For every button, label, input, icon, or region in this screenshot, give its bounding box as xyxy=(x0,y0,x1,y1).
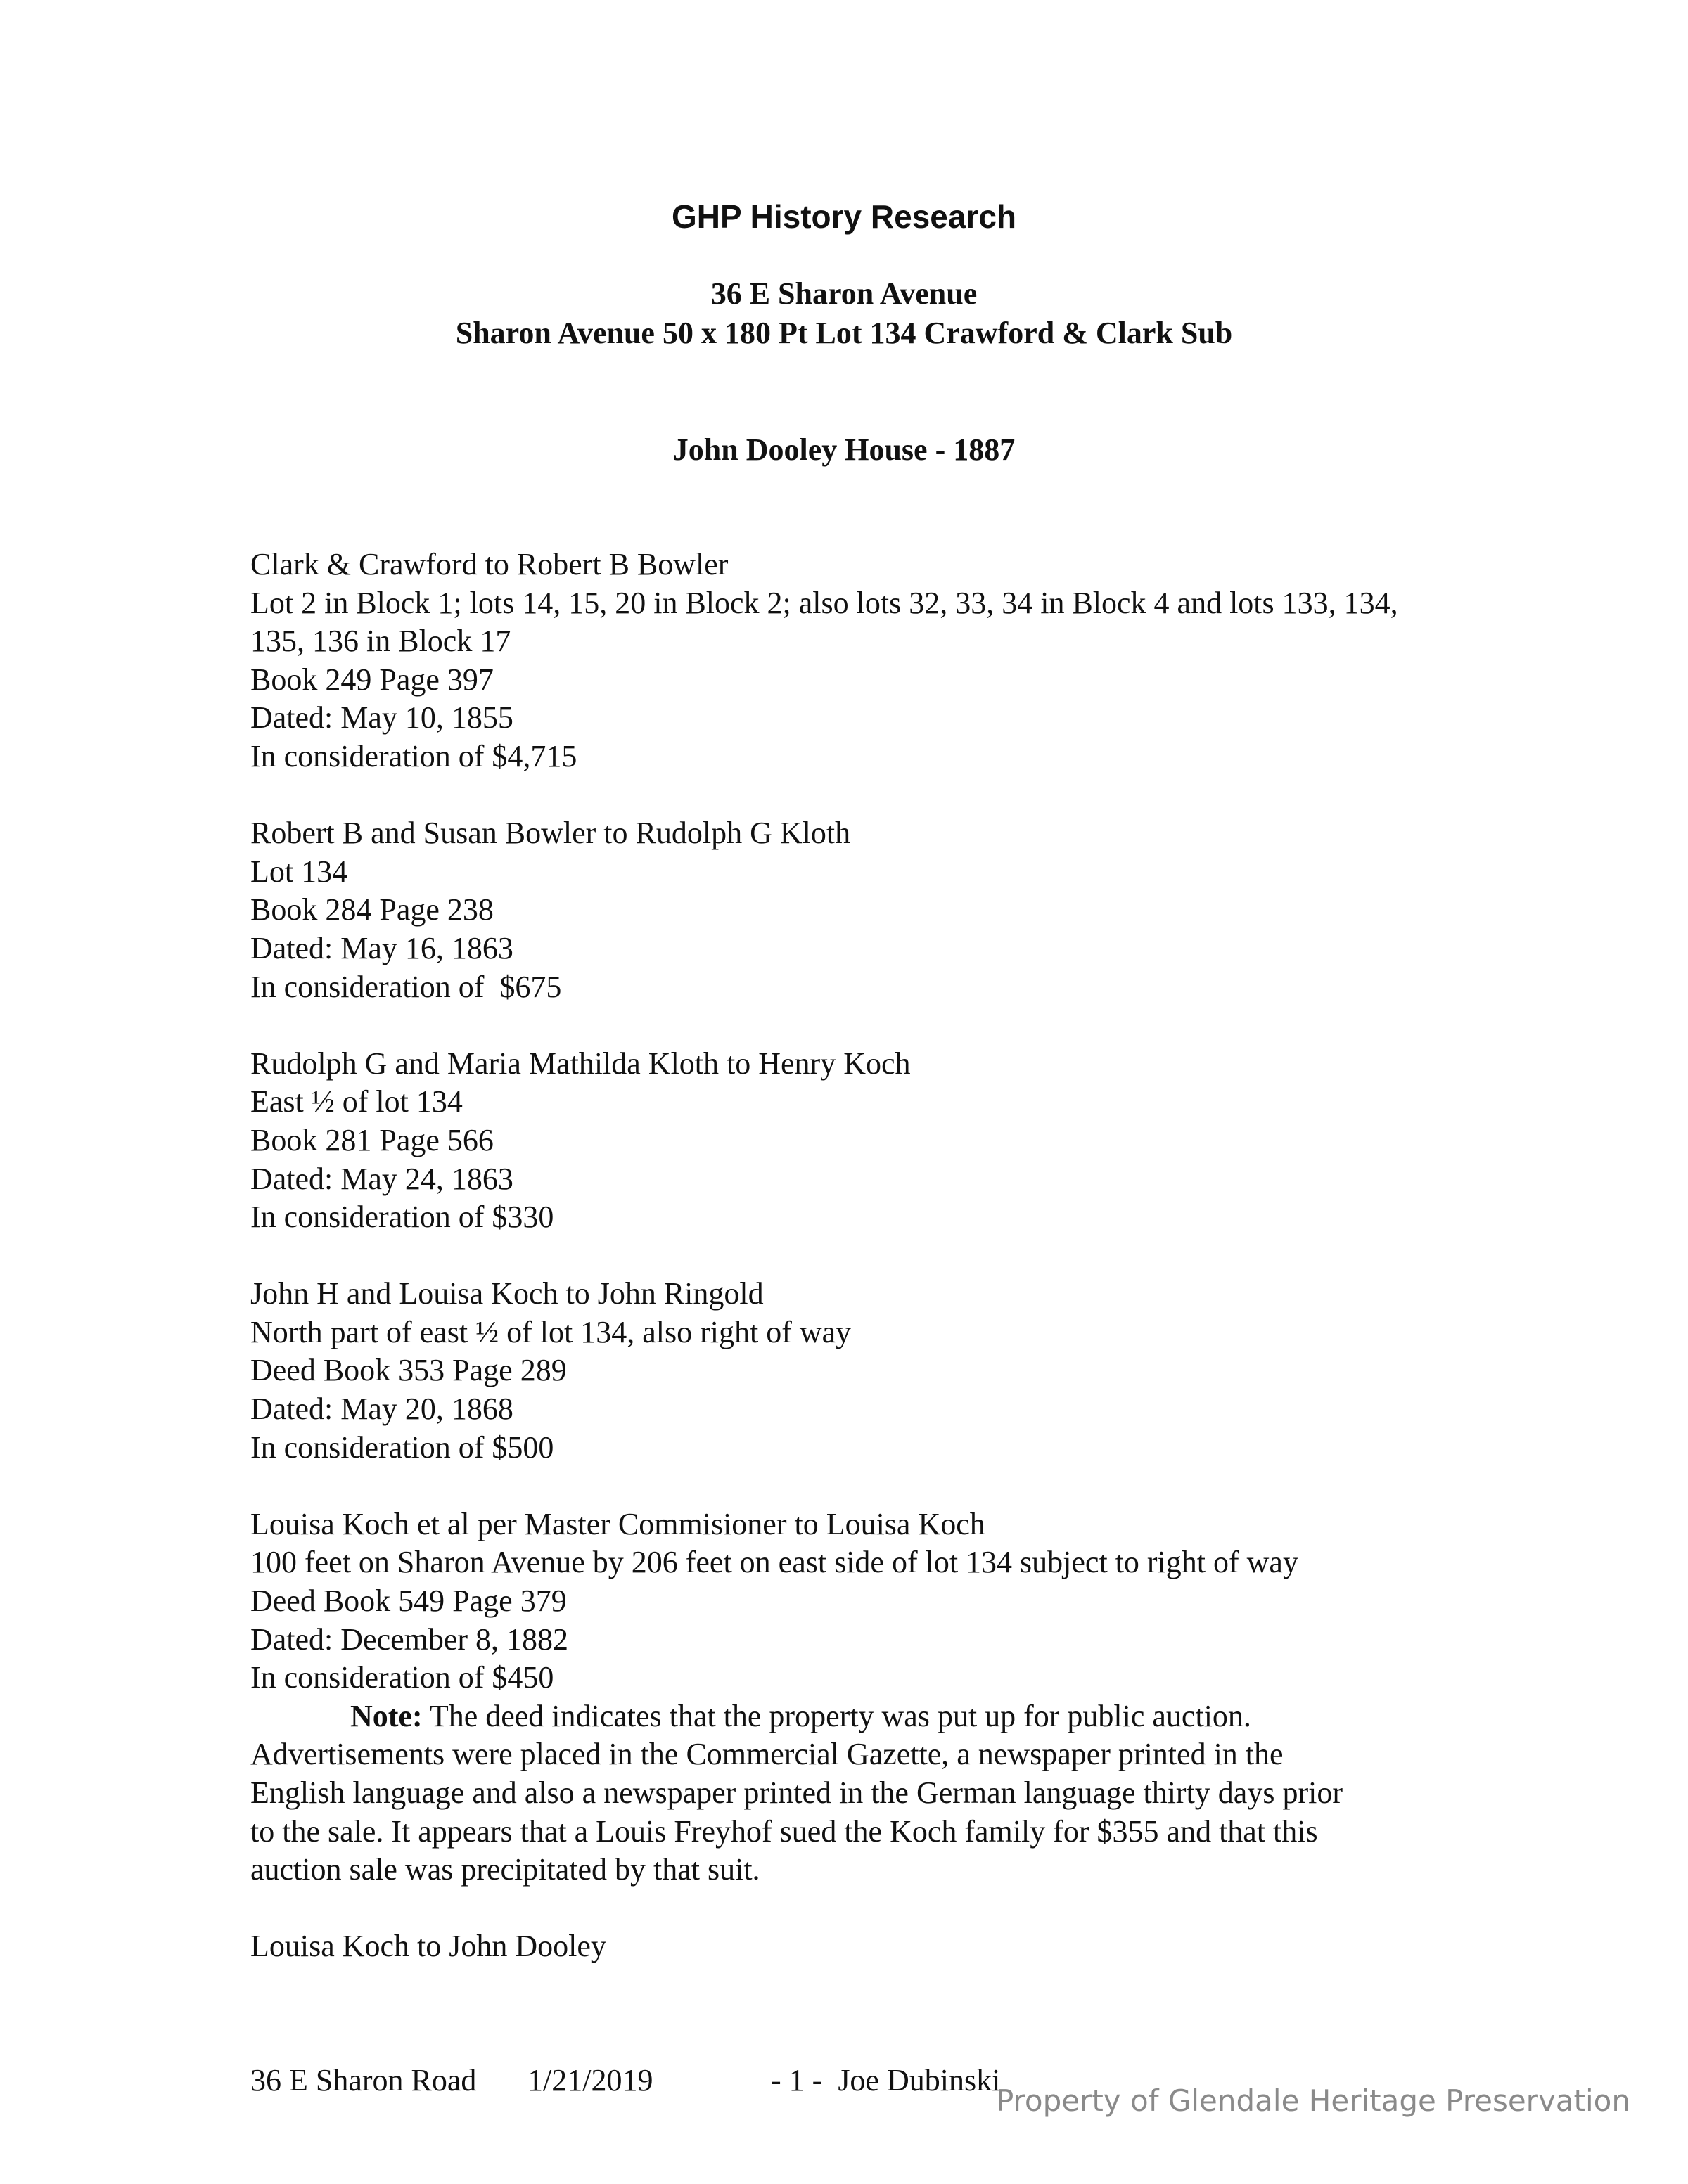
deed-entry xyxy=(250,1927,1446,1966)
deed-entry xyxy=(250,1045,1446,1237)
property-address: 36 E Sharon Avenue xyxy=(710,276,978,311)
deed-consideration: In consideration of $675 xyxy=(250,969,562,1004)
deed-consideration: In consideration of $450 xyxy=(250,1660,554,1695)
org-title: GHP History Research xyxy=(671,198,1017,235)
deed-parties: Clark & Crawford to Robert B Bowler xyxy=(250,547,729,582)
deed-date: Dated: May 10, 1855 xyxy=(250,700,513,736)
deed-entry xyxy=(250,546,1446,776)
deed-book: Deed Book 353 Page 289 xyxy=(250,1353,567,1388)
footer-date: 1/21/2019 xyxy=(528,2063,653,2098)
deed-parties: Robert B and Susan Bowler to Rudolph G Kloth xyxy=(250,816,851,851)
deed-entry xyxy=(250,814,1446,1006)
deed-description: Lot 2 in Block 1; lots 14, 15, 20 in Block 2; also lots 32, 33, 34 in Block 4 and lots 133, 134, 135, 136 in Block 17 xyxy=(250,585,1398,659)
deed-description: East ½ of lot 134 xyxy=(250,1084,463,1119)
house-title: John Dooley House - 1887 xyxy=(672,432,1016,467)
property-legal-description: Sharon Avenue 50 x 180 Pt Lot 134 Crawford & Clark Sub xyxy=(455,316,1233,350)
note-text: The deed indicates that the property was put up for public auction. xyxy=(429,1698,1251,1733)
deed-parties: Louisa Koch to John Dooley xyxy=(250,1929,606,1964)
deed-date: Dated: December 8, 1882 xyxy=(250,1621,569,1657)
deed-date: Dated: May 24, 1863 xyxy=(250,1161,513,1196)
deed-book: Deed Book 549 Page 379 xyxy=(250,1584,567,1619)
deed-parties: Louisa Koch et al per Master Commisioner to Louisa Koch xyxy=(250,1506,985,1541)
deed-description: North part of east ½ of lot 134, also right of way xyxy=(250,1314,852,1349)
deed-book: Book 249 Page 397 xyxy=(250,662,494,697)
watermark: Property of Glendale Heritage Preservation xyxy=(995,2083,1630,2118)
deed-date: Dated: May 20, 1868 xyxy=(250,1392,513,1427)
footer-page-number: - 1 - xyxy=(771,2063,823,2098)
deed-book: Book 281 Page 566 xyxy=(250,1122,494,1157)
deed-entry xyxy=(250,1505,1446,1697)
deed-consideration: In consideration of $330 xyxy=(250,1200,554,1235)
deed-history xyxy=(250,546,1446,2005)
note-label: Note: xyxy=(350,1698,423,1733)
deed-parties: John H and Louisa Koch to John Ringold xyxy=(250,1276,764,1311)
footer-address: 36 E Sharon Road xyxy=(250,2063,477,2098)
note-text: English language and also a newspaper printed in the German language thirty days prior xyxy=(250,1775,1343,1810)
note-text: auction sale was precipitated by that suit. xyxy=(250,1852,760,1887)
deed-date: Dated: May 16, 1863 xyxy=(250,930,513,965)
note-text: to the sale. It appears that a Louis Freyhof sued the Koch family for $355 and that this xyxy=(250,1813,1318,1849)
deed-consideration: In consideration of $500 xyxy=(250,1430,554,1465)
auction-note xyxy=(250,1697,1446,1889)
page-footer xyxy=(250,2062,1000,2100)
footer-author: Joe Dubinski xyxy=(838,2063,1001,2098)
note-text: Advertisements were placed in the Commercial Gazette, a newspaper printed in the xyxy=(250,1737,1284,1772)
deed-description: Lot 134 xyxy=(250,854,348,889)
deed-entry xyxy=(250,1275,1446,1467)
deed-parties: Rudolph G and Maria Mathilda Kloth to Henry Koch xyxy=(250,1046,911,1081)
deed-consideration: In consideration of $4,715 xyxy=(250,738,577,773)
deed-book: Book 284 Page 238 xyxy=(250,892,494,927)
deed-description: 100 feet on Sharon Avenue by 206 feet on east side of lot 134 subject to right of way xyxy=(250,1545,1298,1580)
